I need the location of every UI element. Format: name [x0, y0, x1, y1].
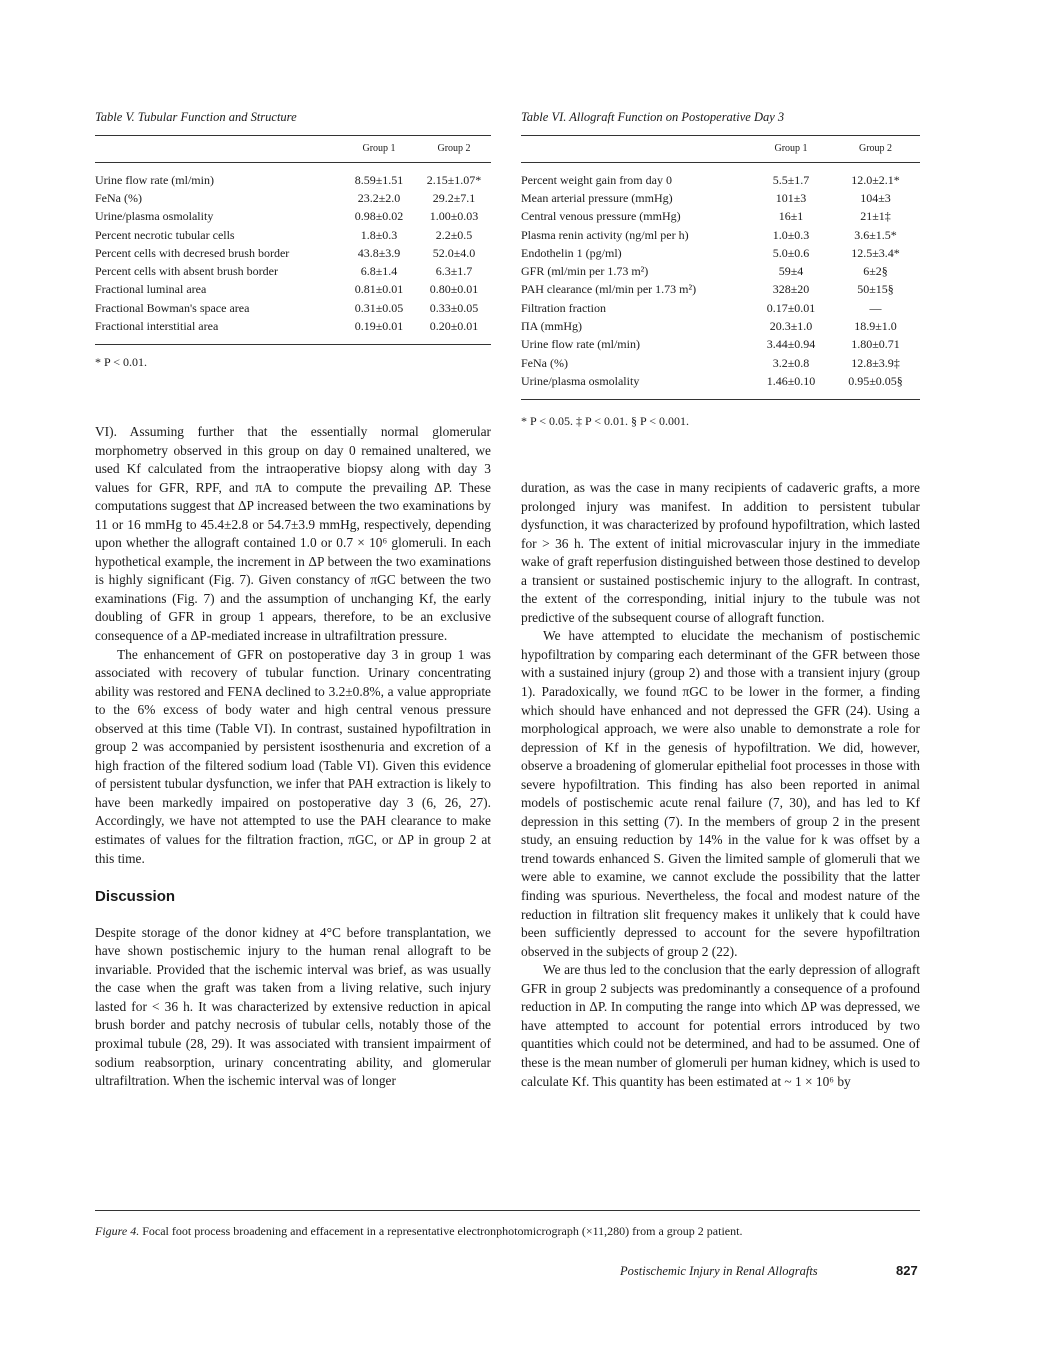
table-row: Filtration fraction 0.17±0.01 — — [521, 300, 882, 315]
figure-rule — [95, 1210, 920, 1211]
table-row: PAH clearance (ml/min per 1.73 m²) 328±20 50±15§ — [521, 282, 894, 297]
running-head: Postischemic Injury in Renal Allografts — [620, 1264, 818, 1278]
figure-caption — [95, 1224, 920, 1239]
table-row: Central venous pressure (mmHg) 16±1 21±1‡ — [521, 209, 891, 224]
table-v-header-row — [95, 138, 491, 158]
table-row: Plasma renin activity (ng/ml per h) 1.0±0.3 3.6±1.5* — [521, 227, 897, 242]
right-paragraph-2: We have attempted to elucidate the mechanism of postischemic hypofiltration by comparing each determinant of the GFR between those with a sustained injury (group 2) and those with a transient injury (group 1). Paradoxically, we found πGC to be lower in the former, a finding which should have enhanced and not depressed the GFR (24). Using a morphological approach, we were also unable to demonstrate a role for depression of Kf in the genesis of hypofiltration. We did, however, observe a broadening of glomerular epithelial foot processes in those with severe hypofiltration. This finding has also been reported in animal models of postischemic acute renal failure (7, 30), and has led to Kf depression in this setting (7). In the members of group 2 in the present study, an ensuing reduction by 14% in the value for k was offset by a trend towards enhanced S. Given the limited sample of glomeruli that we were able to examine, we cannot exclude the possibility that the latter finding was spurious. Nevertheless, the focal and modest nature of the reduction in filtration slit frequency makes it unlikely that k could have been sufficiently depressed to account for the severe hypofiltration observed in the subjects of group 2 (22). — [521, 628, 920, 959]
table-row: FeNa (%) 3.2±0.8 12.8±3.9‡ — [521, 355, 900, 370]
table-row: Fractional luminal area 0.81±0.01 0.80±0.01 — [95, 282, 479, 297]
table-row: ΠA (mmHg) 20.3±1.0 18.9±1.0 — [521, 319, 897, 334]
left-paragraph-1: VI). Assuming further that the essentially normal glomerular morphometry observed in this group on day 0 remained unaltered, we used Kf calculated from the intraoperative biopsy along with day 3 values for GFR, RPF, and πA to compute the prevailing ΔP. These computations suggest that ΔP increased between the two examinations by 11 or 16 mmHg to 45.4±2.8 or 54.7±3.9 mmHg, respectively, depending upon whether the allograft contained 1.0 or 0.7 × 10⁶ glomeruli. In each hypothetical example, the increment in ΔP between the two examinations is highly significant (Fig. 7). Given constancy of πGC between the two examinations (Fig. 7) and the assumption of unchanging Kf, the early doubling of GFR in group 1 appears, therefore, to be an exclusive consequence of a ΔP-mediated increase in ultrafiltration pressure. — [95, 424, 491, 644]
section-heading-discussion: Discussion — [95, 888, 176, 906]
table-row: Urine/plasma osmolality 0.98±0.02 1.00±0.03 — [95, 209, 479, 224]
page-number: 827 — [896, 1263, 918, 1278]
table-row: Urine flow rate (ml/min) 3.44±0.94 1.80±0.71 — [521, 337, 900, 352]
right-paragraph-1: duration, as was the case in many recipients of cadaveric grafts, a more prolonged injury was manifest. In addition to persistent tubular dysfunction, it was characterized by profound hypofiltration, which lasted for > 36 h. The extent of initial microvascular injury in the immediate wake of graft reperfusion distinguished between those destined to develop a transient or sustained postischemic injury to the allograft. In contrast, the extent of the corresponding, initial injury to the tubule was not predictive of the subsequent course of allograft function. — [521, 480, 920, 625]
table-row: FeNa (%) 23.2±2.0 29.2±7.1 — [95, 190, 476, 205]
table-row: Percent weight gain from day 0 5.5±1.7 12.0±2.1* — [521, 172, 900, 187]
table-row: GFR (ml/min per 1.73 m²) 59±4 6±2§ — [521, 264, 888, 279]
right-body-text — [521, 479, 920, 1091]
table-v-header-group1: Group 1 — [362, 142, 396, 154]
figure-caption-text: Focal foot process broadening and effacement in a representative electronphotomicrograph (×11,280) from a group 2 patient. — [139, 1224, 743, 1238]
table-v-body — [95, 171, 491, 336]
table-row: Percent cells with absent brush border 6.8±1.4 6.3±1.7 — [95, 264, 473, 279]
table-vi-header-group1: Group 1 — [774, 142, 808, 154]
table-row: Percent cells with decresed brush border 43.8±3.9 52.0±4.0 — [95, 245, 476, 260]
table-row: Percent necrotic tubular cells 1.8±0.3 2.2±0.5 — [95, 227, 473, 242]
table-v-bottom-rule — [95, 344, 491, 345]
left-paragraph-2: The enhancement of GFR on postoperative day 3 in group 1 was associated with recovery of tubular function. Urinary concentrating ability was restored and FENA declined to 3.2±0.8%, a value appropriate to the 6% excess of body water and high central venous pressure observed at this time (Table VI). In contrast, sustained hypofiltration in group 2 was accompanied by persistent isosthenuria and excretion of a high fraction of the filtered sodium load (Table VI). Given this evidence of persistent tubular dysfunction, we infer that PAH extraction is likely to have been markedly impaired on postoperative day 3 (6, 26, 27). Accordingly, we have not attempted to use the PAH clearance to make estimates of values for the filtration fraction, πGC, or ΔP in group 2 at this time. — [95, 646, 491, 866]
table-vi — [521, 110, 920, 429]
table-row: Fractional Bowman's space area 0.31±0.05 0.33±0.05 — [95, 300, 479, 315]
table-v-top-rule — [95, 135, 491, 136]
table-row: Urine/plasma osmolality 1.46±0.10 0.95±0.05§ — [521, 373, 903, 388]
table-vi-top-rule — [521, 135, 920, 136]
table-v-caption: Table V. Tubular Function and Structure — [95, 110, 297, 124]
table-v-header-rule — [95, 162, 491, 163]
table-row: Mean arterial pressure (mmHg) 101±3 104±3 — [521, 190, 891, 205]
table-vi-header-row — [521, 138, 920, 158]
figure-label: Figure 4. — [95, 1224, 140, 1238]
table-vi-bottom-rule — [521, 399, 920, 400]
table-row: Endothelin 1 (pg/ml) 5.0±0.6 12.5±3.4* — [521, 245, 900, 260]
table-v-header-group2: Group 2 — [437, 142, 471, 154]
left-paragraph-3: Despite storage of the donor kidney at 4°C before transplantation, we have shown postischemic injury to the human renal allograft to be invariable. Provided that the ischemic interval was brief, as was usually the case when the graft was taken from a living relative, such injury lasted for < 36 h. It was characterized by extensive reduction in apical brush border and patchy necrosis of tubular cells, notably those of the proximal tubule (28, 29). It was associated with transient impairment of sodium reabsorption, urinary concentrating ability, and glomerular ultrafiltration. When the ischemic interval was of longer — [95, 924, 491, 1089]
left-body-text — [95, 423, 491, 1091]
table-vi-footnote: * P < 0.05. ‡ P < 0.01. § P < 0.001. — [521, 413, 689, 428]
right-paragraph-3: We are thus led to the conclusion that the early depression of allograft GFR in group 2 subjects was predominantly a consequence of a profound reduction in ΔP. In computing the range into which ΔP was depressed, we have attempted to account for potential errors introduced by two quantities which could not be determined, and had to be assumed. One of these is the mean number of glomeruli per human kidney, which is used to calculate Kf. This quantity has been estimated at ~ 1 × 10⁶ by — [521, 962, 920, 1089]
table-v — [95, 110, 491, 370]
table-row: Urine flow rate (ml/min) 8.59±1.51 2.15±1.07* — [95, 172, 482, 187]
table-vi-grid — [521, 138, 920, 158]
table-v-footnote: * P < 0.01. — [95, 354, 147, 369]
table-row: Fractional interstitial area 0.19±0.01 0.20±0.01 — [95, 319, 479, 334]
table-v-grid — [95, 138, 491, 158]
table-vi-header-rule — [521, 162, 920, 163]
table-vi-caption: Table VI. Allograft Function on Postoperative Day 3 — [521, 110, 785, 124]
table-vi-header-group2: Group 2 — [858, 142, 893, 154]
table-vi-body — [521, 171, 920, 391]
